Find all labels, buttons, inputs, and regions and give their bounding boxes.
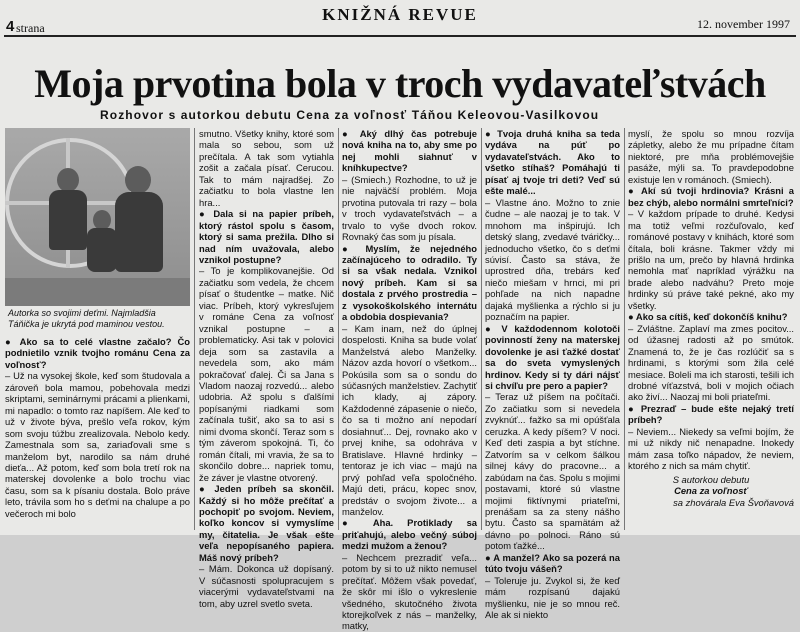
interview-answer: – Teraz už píšem na počítači. Zo začiatku som si nevedela zvyknúť... fažko sa mi opúšťala ceruzka. A kedy píšem? V noci. Keď deti zaspia a byt stíchne. Zatvorím sa v celkom šálkou silnej kávy do pracovne... a zabúdam na čas. Spolu s mojimi postavami, ktoré sú vlastne mojimi fiktívnymi priateľmi, prenášam sa za steny nášho bytu. Často sa spamätám až dávno po polnoci. Ráno sú potom ťažké... [485, 391, 620, 552]
interview-answer: – Kam inam, než do úplnej dospelosti. Kniha sa bude volať Manželstvá alebo Manželky. Názov azda hovorí o všetkom... Pokúsila som sa o sondu do súčasných manželstiev. Zachytiť ich klady, aj zápory. Každodenné zápasenie o niečo, čo sa ti možno aní nepodarí dosiahnuť... Dej, rovnako ako v prvej knihe, sa odohráva v Bratislave. Hlavné hrdinky – tentoraz je ich viac – majú na prvý pohľad veľa spoločného. Majú deti, prácu, kopec snov, predstáv o svojom živote... a manželov. [342, 322, 477, 517]
column-divider [338, 128, 339, 530]
column-5 [628, 128, 794, 533]
column-4 [485, 128, 620, 621]
interview-answer: – Toleruje ju. Zvykol si, že keď mám rozpísanú dajakú myšlienku, nie je so mnou reč. Ale ak si niekto [485, 574, 620, 621]
interview-question: ● Tvoja druhá kniha sa teda vydáva na púť po vydavateľstvách. Ako to všetko stíhaš? Pomáhajú ti písať aj tvoje tri deti? Veď sú ešte malé... [485, 128, 620, 197]
column-3 [342, 128, 477, 632]
interview-question: ● Ako sa to celé vlastne začalo? Čo podnietilo vznik tvojho románu Cena za voľnosť? [5, 336, 190, 370]
interview-question: ● Ako sa cítiš, keď dokončíš knihu? [628, 311, 788, 323]
author-photo [5, 128, 190, 306]
interview-question: ● Jeden príbeh sa skončil. Každý si ho môže prečítať a pochopiť po svojom. Neviem, koľko koncov si vymyslíme my, čitatelia. Je však ešte veľa nepopísaného papiera. Máš nový príbeh? [199, 483, 334, 563]
interview-question: ● Dala si na papier príbeh, ktorý rástol spolu s časom, ktorý si sama prežila. Dlho si nad ním uvažovala, alebo vznikol postupne? [199, 208, 334, 265]
interview-question: ● Akí sú tvoji hrdinovia? Krásni a bez chýb, alebo normálni smrteľníci? [628, 185, 794, 208]
article-headline: Moja prvotina bola v troch vydavateľstvách [34, 61, 766, 106]
person-head [125, 166, 151, 194]
column-divider [194, 128, 195, 530]
interview-answer: – (Smiech.) Rozhodne, to už je nie najväčší problém. Moja prvotina putovala tri razy – bola v troch vydavateľstvách – a trvalo to vyše dvoch rokov. Rovnaký čas som ju písala. [342, 173, 477, 243]
signature-line: S autorkou debutu [672, 473, 750, 485]
header-rule [4, 35, 796, 37]
ground [5, 278, 190, 306]
issue-date: 12. november 1997 [697, 17, 790, 31]
interview-answer: – Neviem... Niekedy sa veľmi bojím, že mi už nikdy nič nenapadne. Inokedy mám zasa toľko nápadov, že neviem, ktorého z nich sa mám chytiť. [628, 425, 794, 472]
column-2 [199, 128, 334, 609]
person-figure [49, 190, 87, 250]
page-word: strana [16, 21, 45, 35]
column-1 [5, 336, 190, 532]
article-subheadline: Rozhovor s autorkou debutu Cena za voľnosť Táňou Keleovou-Vasilkovou [100, 108, 600, 122]
photo-caption: Autorka so svojimi deťmi. Najmladšia Táňička je ukrytá pod maminou vestou. [8, 308, 165, 329]
interview-question: ● Myslím, že nejedného začínajúceho to odradilo. Ty si sa však nedala. Vznikol nový príbeh. Kam si sa dostala z prvého prostredia – z vysokoškolského internátu a obdobia dospievania? [342, 242, 477, 323]
interview-answer: – Nechcem prezradiť veľa... potom by si to už nikto nemusel prečítať. Môžem však povedať, že skôr mi išlo o vykreslenie všedného, skutočného života ktorejkoľvek z nás – manželky, matky, [342, 551, 477, 632]
person-figure [115, 192, 163, 272]
interview-question: ● Prezraď – bude ešte nejaký tretí príbeh? [628, 402, 794, 426]
person-head [93, 210, 111, 230]
column-divider [624, 128, 625, 530]
interview-question: ● Aha. Protiklady sa priťahujú, alebo večný súboj medzi mužom a ženou? [342, 517, 477, 552]
signature-line: Cena za voľnosť [674, 485, 748, 497]
page-header [0, 0, 800, 34]
person-head [57, 168, 79, 192]
publication-name: KNIŽNÁ REVUE [322, 5, 478, 24]
interview-answer: myslí, že spolu so mnou rozvíja zápletky, alebo že mu prípadne čítam niektoré, pre mňa problémovejšie pasáže, mýli sa. To pravdepodobne existuje len v románoch. (Smiech). [628, 128, 794, 185]
interview-answer: – Vlastne áno. Možno to znie čudne – ale naozaj je to tak. V mnohom ma inšpirujú. Ich detský slang, zvedavé tváričky... jednoducho všetko, čo s deťmi súvisí. Často sa stáva, že uprostred dňa, trebárs keď niečo miešam v hrnci, mi pri pohľade na nich napadne dajaká myšlienka a rýchlo si ju poznačím na papier. [485, 196, 620, 323]
signature [628, 474, 794, 508]
interview-question: ● Aký dlhý čas potrebuje nová kniha na to, aby sme po nej mohli siahnuť v kníhkupectve? [342, 128, 477, 174]
person-figure [87, 228, 117, 272]
interview-answer: – Zvláštne. Zaplaví ma zmes pocitov... od úžasnej radosti až po smútok. Znamená to, že je čas rozlúčiť sa s hrdinami, s ktorými som žila celé mesiace. Bolelі ma ich starosti, tešili ich drobné víťazstvá, boli v mojich očiach ako živí... Naozaj mi boli priateľmi. [628, 322, 794, 403]
interview-answer: smutno. Všetky knihy, ktoré som mala so sebou, som už prečítala. A tak som vytiahla zošit a začala písať. Cerucou. Tak to mám najradšej. Zo začiatku to bola vlastne len hra... [199, 128, 334, 208]
column-divider [481, 128, 482, 530]
page-number: 4 [6, 18, 15, 35]
interview-answer: – To je komplikovanejšie. Od začiatku som vedela, že chcem písať o študentke – matke. Nič viac. Príbeh, ktorý vykresľujem v románe Cena za voľnosť vznikal postupne – a problematicky. Asi tak v polovici deja som sa zastavila a nevedela som, ako mám pokračovať ďalej. Či sa Jana s Vladom naozaj rozvedú... alebo udobria. Až spolu s ďalšími popísanými riadkami som začínala tušiť, ako sa to asi s nimi dvoma skončí. Teraz som s tým záverom spokojná. Ti, čo román čítali, mi vravia, že sa to skončilo dobre... napriek tomu, že záver je vlastne otvorený. [199, 265, 334, 483]
interview-question: ● A manžel? Ako sa pozerá na túto tvoju vášeň? [485, 551, 620, 575]
interview-answer: – Už na vysokej škole, keď som študovala a zároveň bola mamou, pobehovala medzi skriptami, seminárnymi prácami a plienkami, mi napadlo: o tomto raz napíšem. Ale keď to už v živote býva, prešlo veľa rokov, kým som svoju túžbu zrealizovala. Nebolo kedy. Zamestnala som sa, zariaďovali sme s manželom byt, narodilo sa nám druhé dieťa... Až potom, keď som bola tretí rok na materskej dovolenke a bolo trochu viac času, som sa k písaniu dostala. Bolo práve leto, trávila som ho s deťmi na chalupe a po večeroch mi bolo [5, 370, 190, 519]
interview-question: ● V každodennom kolotoči povinností ženy na materskej dovolenke je asi ťažké dostať sa do sveta vymyslených hrdinov. Kedy si ty dári nájsť si chvíľu pre pero a papier? [485, 322, 620, 391]
interview-answer: – V každom prípade to druhé. Kedysi ma totiž veľmi rozčuľovalo, keď románové postavy v knihách, ktoré som čítala, boli krásne. Takmer vždy mi prišlo na um, prečo by hlavná hrdinka nemohla mať napríklad výrážku na brade alebo nadváhu? Preto moje hrdinky sú práve také pekné, ako my všetky. [628, 208, 794, 311]
signature-line: sa zhovárala Eva Švoňavová [673, 496, 794, 508]
interview-answer: – Mám. Dokonca už dopísaný. V súčasnosti spolupracujem s viacerými vydavateľstvami na tom, aby uzrel svetlo sveta. [199, 563, 334, 609]
